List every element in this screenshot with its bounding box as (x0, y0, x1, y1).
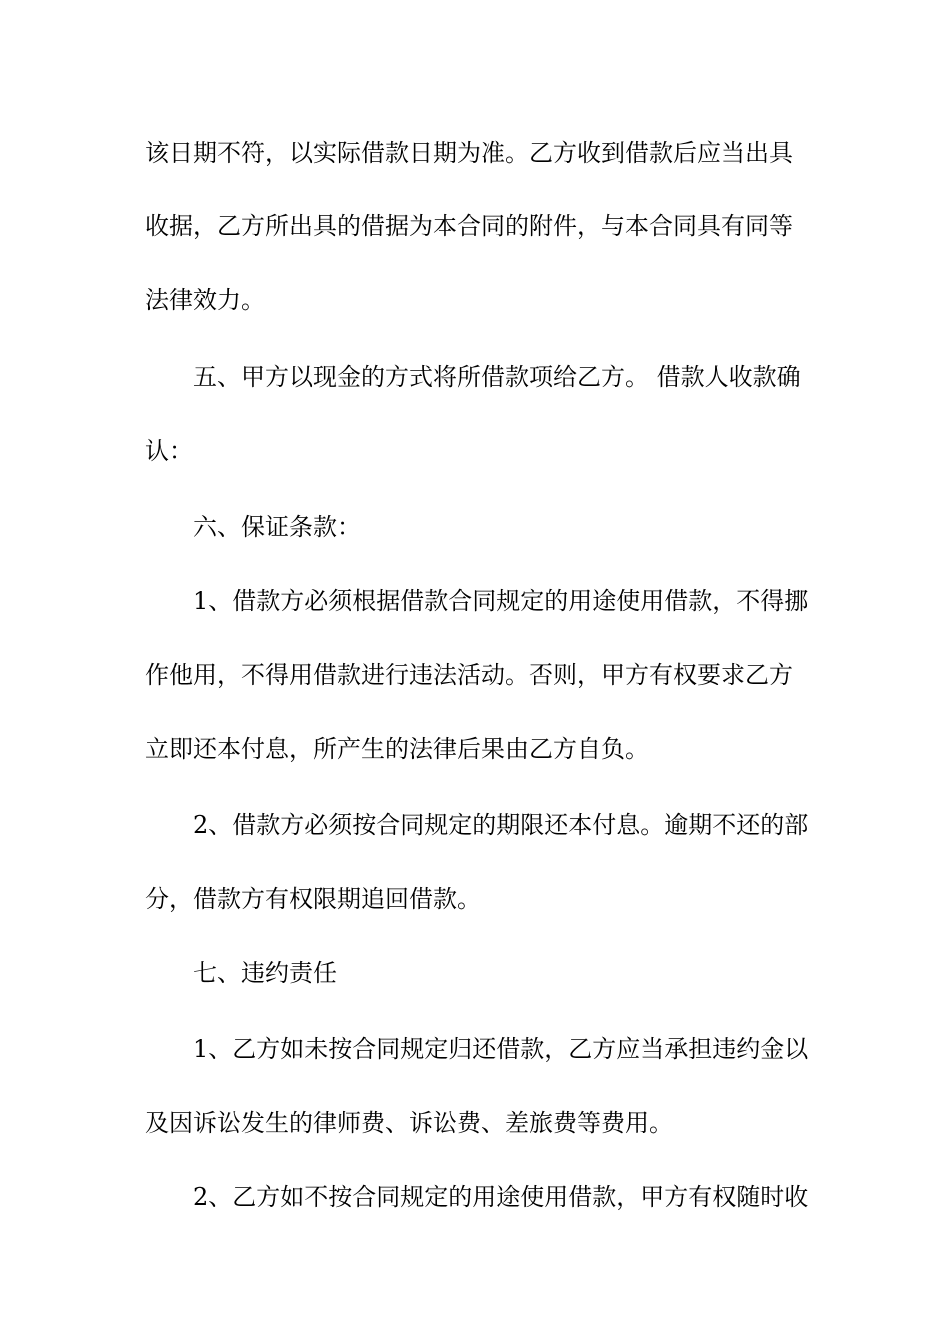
text-line: 认： (145, 437, 193, 465)
clause-line: 1、乙方如未按合同规定归还借款，乙方应当承担违约金以 (193, 1035, 809, 1063)
section-heading: 六、保证条款： (193, 513, 361, 541)
text-line: 该日期不符，以实际借款日期为准。乙方收到借款后应当出具 (145, 139, 793, 167)
text-line: 及因诉讼发生的律师费、诉讼费、差旅费等费用。 (145, 1109, 673, 1137)
clause-line: 1、借款方必须根据借款合同规定的用途使用借款，不得挪 (193, 587, 809, 615)
text-line: 收据，乙方所出具的借据为本合同的附件，与本合同具有同等 (145, 212, 793, 240)
clause-line: 2、借款方必须按合同规定的期限还本付息。逾期不还的部 (193, 811, 809, 839)
text-line: 立即还本付息，所产生的法律后果由乙方自负。 (145, 735, 649, 763)
section-heading: 七、违约责任 (193, 959, 337, 987)
text-line: 分，借款方有权限期追回借款。 (145, 885, 481, 913)
paragraph-heading: 五、甲方以现金的方式将所借款项给乙方。 借款人收款确 (193, 363, 801, 391)
text-line: 法律效力。 (145, 286, 265, 314)
clause-line: 2、乙方如不按合同规定的用途使用借款，甲方有权随时收 (193, 1183, 809, 1211)
text-line: 作他用，不得用借款进行违法活动。否则，甲方有权要求乙方 (145, 661, 793, 689)
